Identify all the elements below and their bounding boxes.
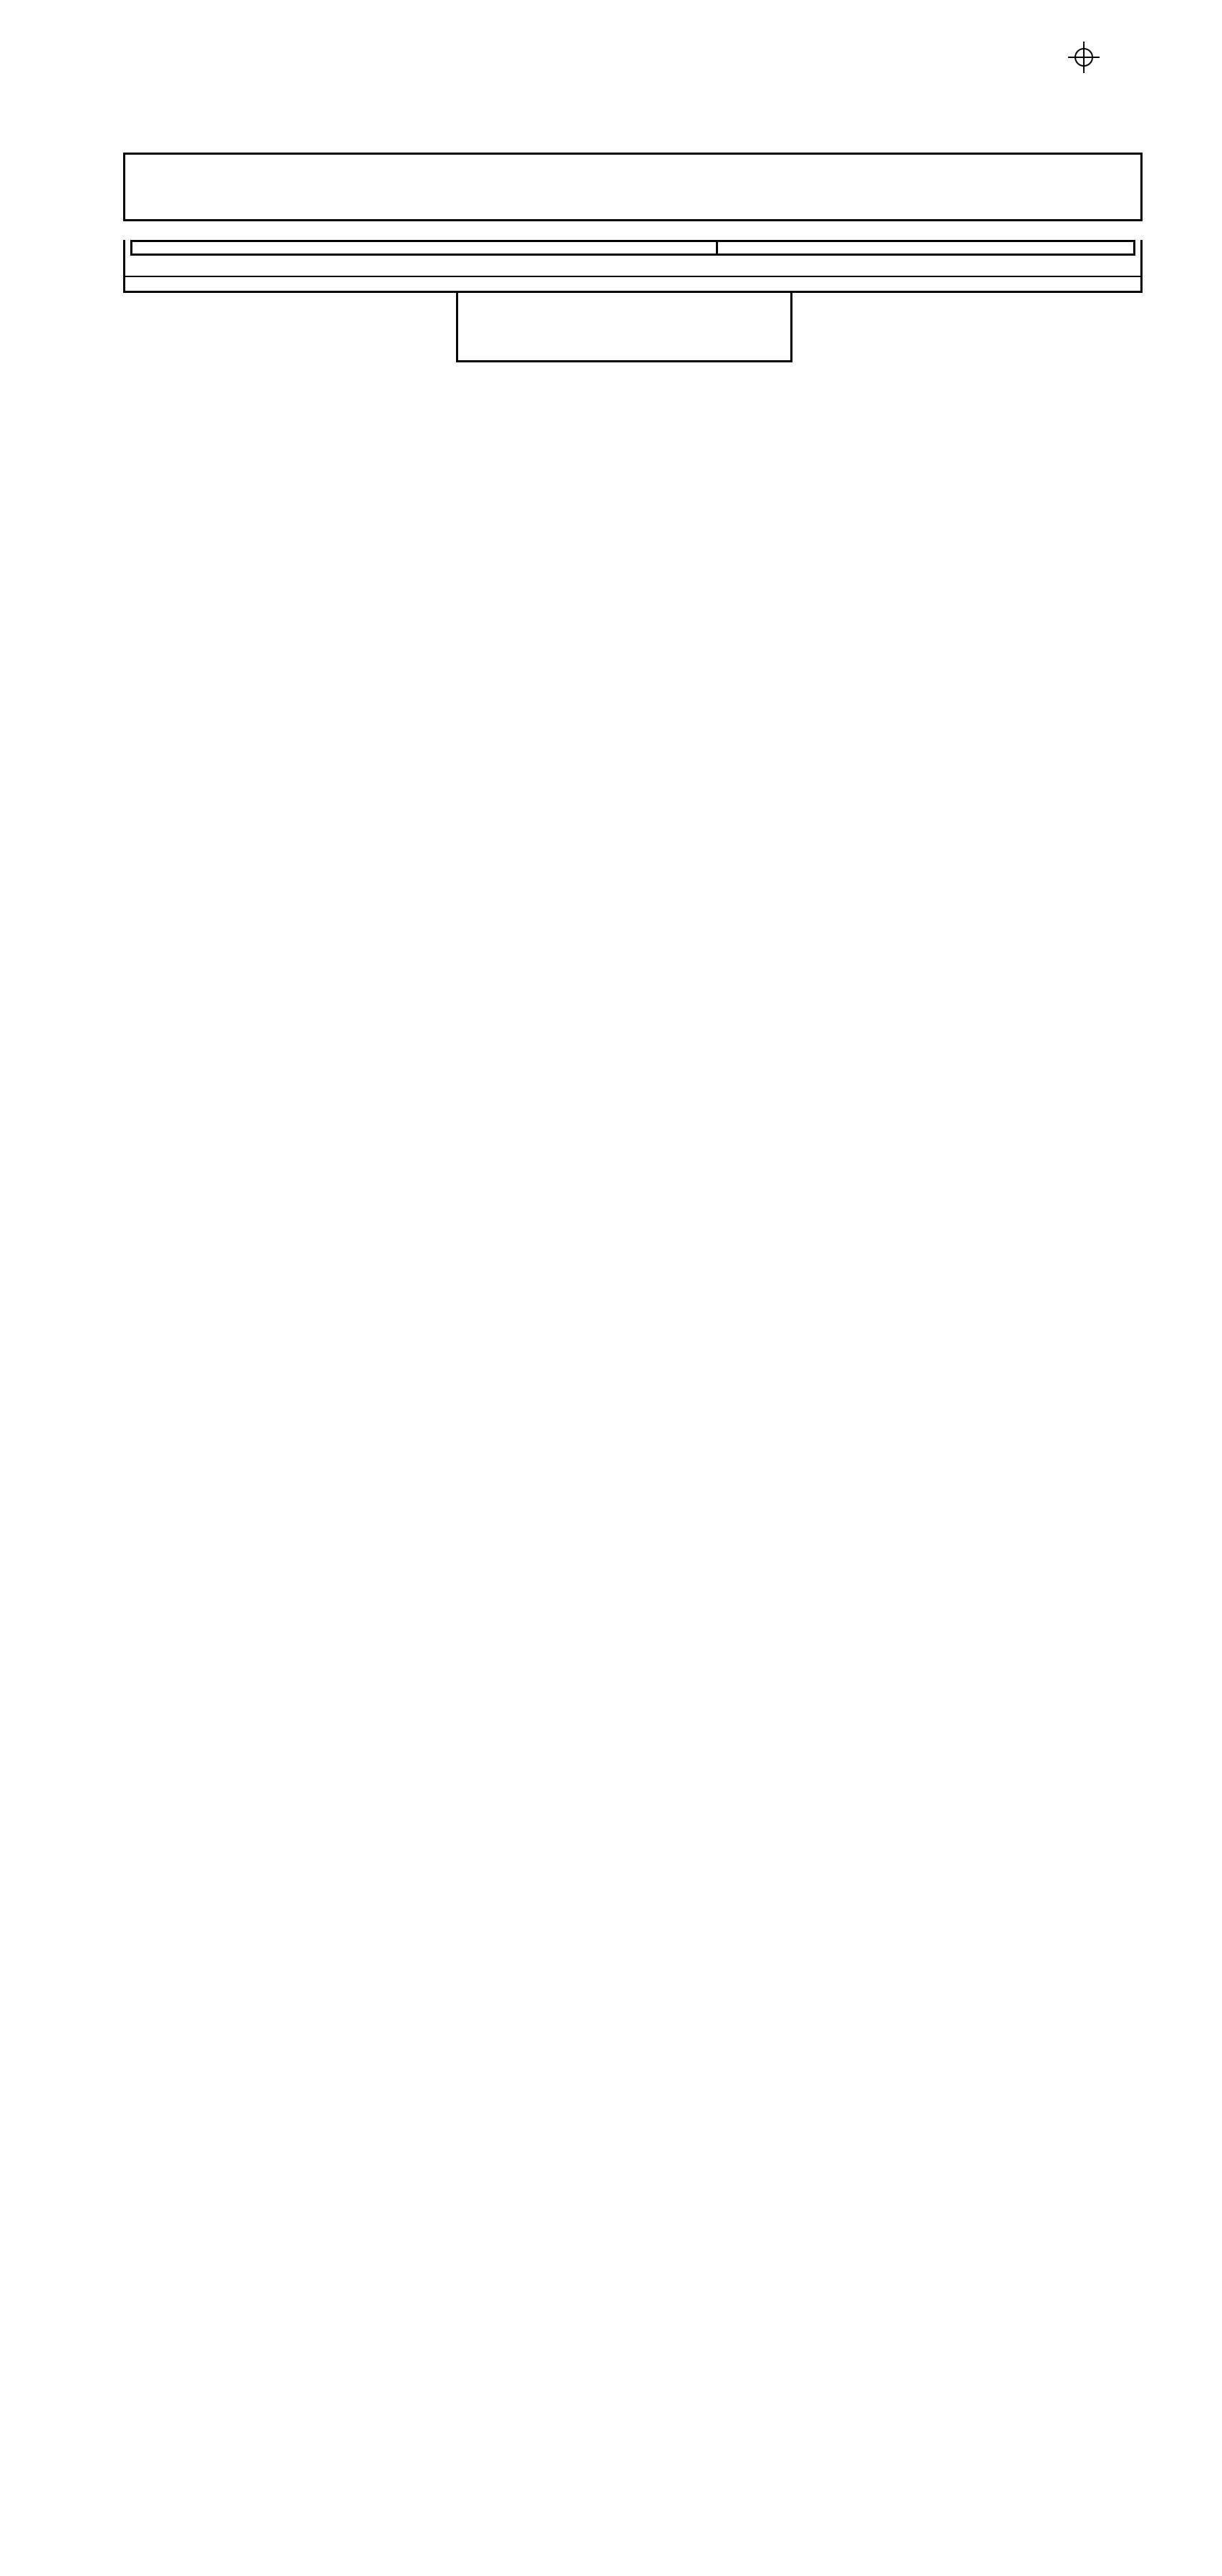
voter-fraud-affidavit: [125, 276, 1140, 291]
races-columns: [123, 291, 1143, 362]
county-header: [123, 153, 1143, 221]
special-election-header: [456, 291, 792, 362]
mistake-instructions: [125, 256, 1140, 259]
instructions-box: [130, 240, 1135, 256]
column-middle: [456, 291, 792, 362]
to-vote-panel: [132, 242, 718, 254]
ballot-sheet: [123, 153, 1143, 362]
warning-panel: [718, 242, 1133, 254]
registration-crosshair-icon: [1068, 42, 1100, 73]
ballot-title-box: [123, 240, 1143, 293]
